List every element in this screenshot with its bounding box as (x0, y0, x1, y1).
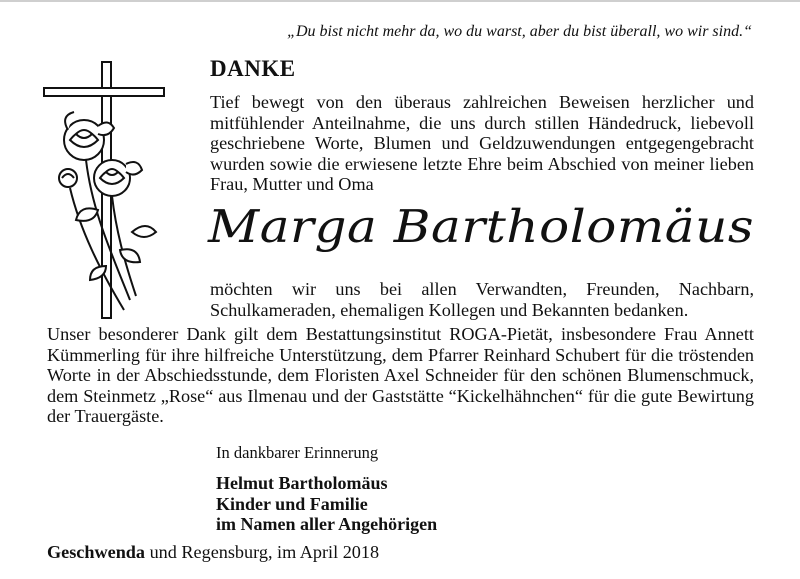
place-date-rest: und Regensburg, im April 2018 (145, 542, 380, 562)
rose-icon (94, 160, 142, 196)
signer-line: Kinder und Familie (216, 493, 368, 514)
thanks-paragraph: möchten wir uns bei allen Verwandten, Freunden, Nachbarn, Schulkameraden, ehemaligen Kollegen und Bekannten bedanken. (210, 279, 754, 320)
deceased-name (206, 192, 758, 262)
signers-block (216, 473, 437, 535)
place-name: Geschwenda (47, 542, 146, 562)
page-title: DANKE (210, 56, 296, 81)
cross-with-roses-illustration (40, 60, 200, 322)
special-thanks-paragraph: Unser besonderer Dank gilt dem Bestattungsinstitut ROGA-Pietät, insbesondere Frau Annett Kümmerling für ihre hilfreiche Unterstützung, dem Pfarrer Reinhard Schubert für die tröstenden Worte in der Abschiedsstunde, dem Floristen Axel Schneider für den schönen Blumenschmuck, dem Steinmetz „Rose“ aus Ilmenau und der Gaststätte “Kickelhähnchen“ für die gute Bewirtung der Trauergäste. (47, 324, 754, 426)
rose-icon (59, 169, 77, 187)
intro-paragraph: Tief bewegt von den überaus zahlreichen Beweisen herzlicher und mitfühlender Anteilnahme, die uns durch stillen Händedruck, liebevoll geschriebene Worte, Blumen und Geldzuwendungen entgegengebracht wurden sowie die erwiesene letzte Ehre beim Abschied von meiner lieben Frau, Mutter und Oma (210, 92, 754, 194)
signer-line: im Namen aller Angehörigen (216, 514, 438, 534)
epigraph-quote: „Du bist nicht mehr da, wo du warst, aber du bist überall, wo wir sind.“ (287, 23, 752, 40)
signer-line: Helmut Bartholomäus (216, 473, 388, 493)
place-and-date (47, 542, 379, 563)
closing-phrase: In dankbarer Erinnerung (216, 443, 379, 462)
deceased-name-text: Marga Bartholomäus (206, 200, 755, 253)
